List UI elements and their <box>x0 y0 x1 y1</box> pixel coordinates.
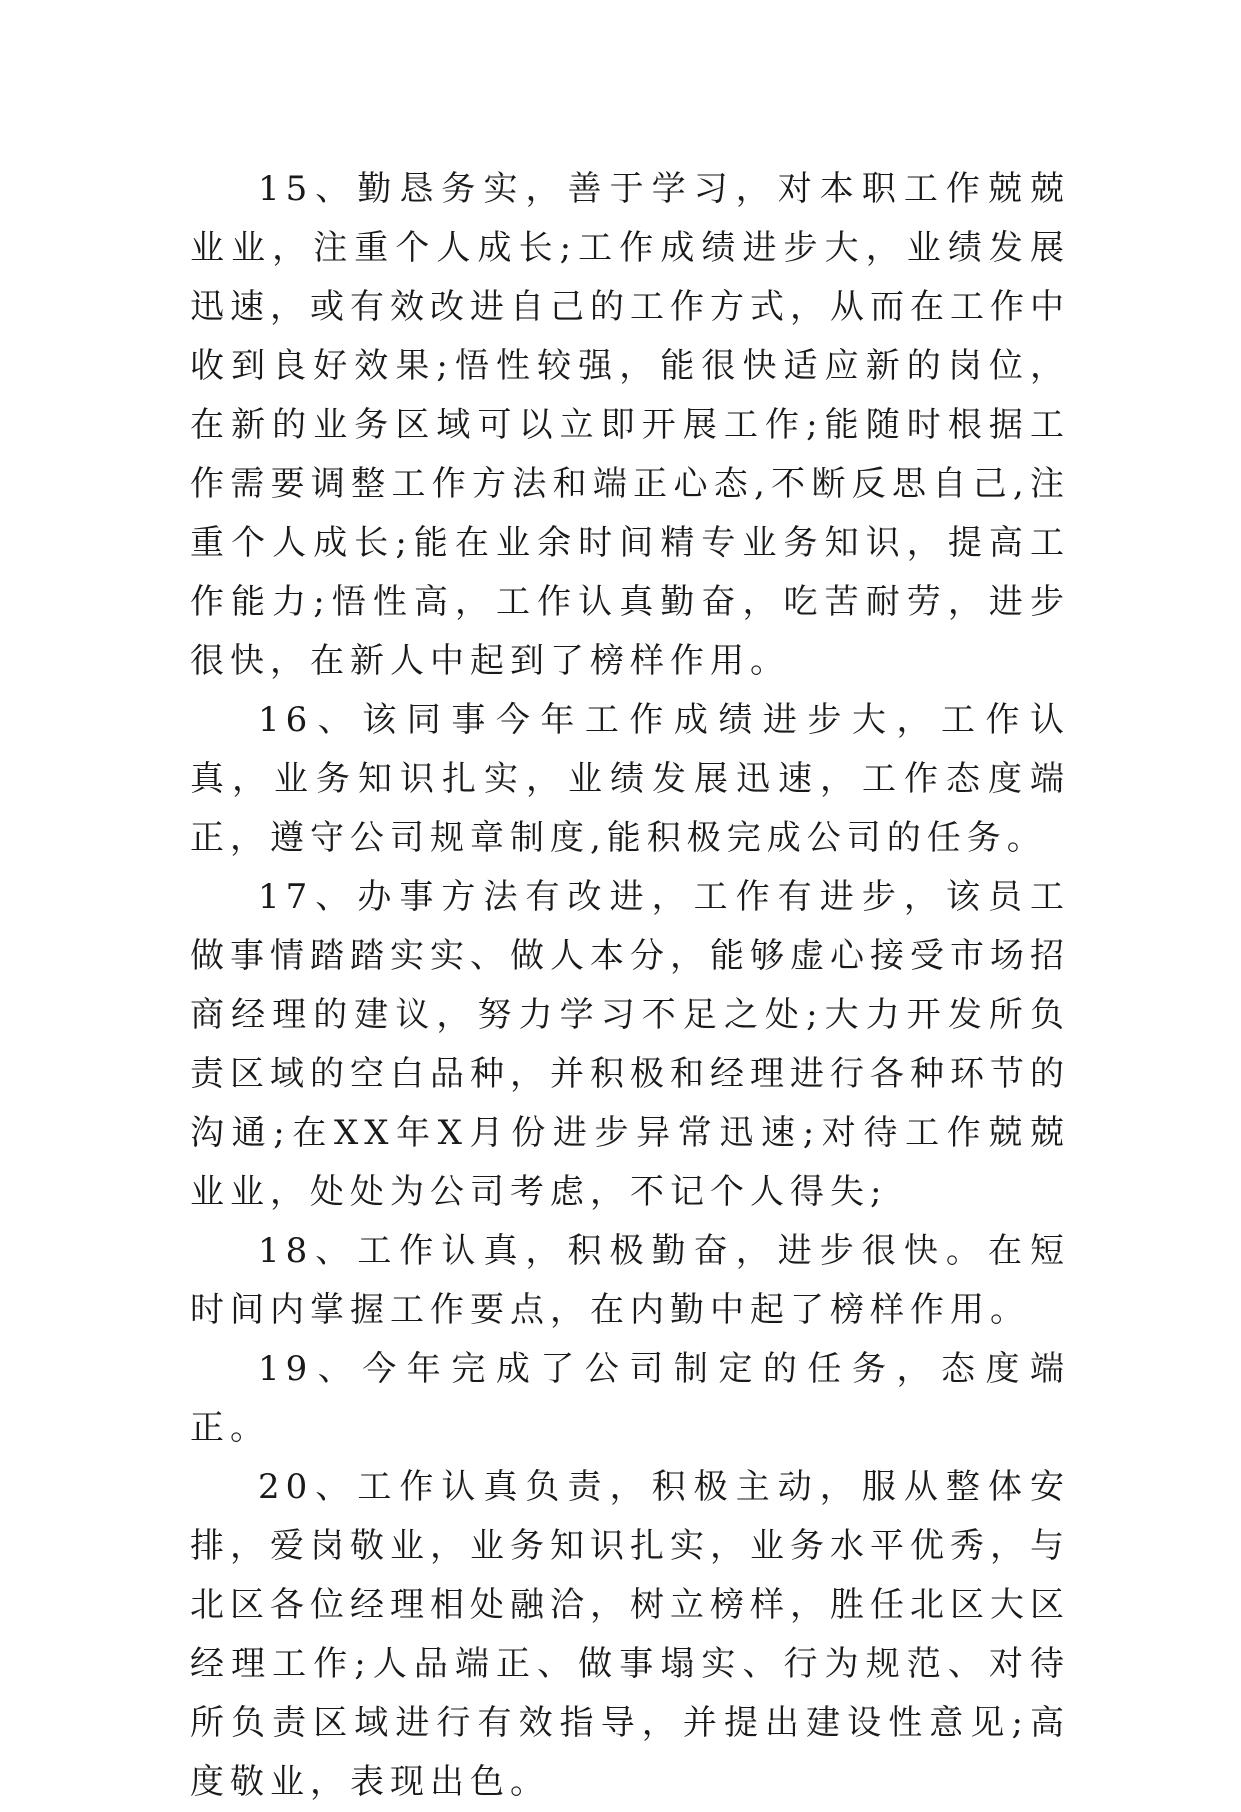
paragraph-20: 20、工作认真负责，积极主动，服从整体安排，爱岗敬业，业务知识扎实，业务水平优秀，与北区各位经理相处融洽，树立榜样，胜任北区大区经理工作;人品端正、做事塌实、行为规范、对待所负责区域进行有效指导，并提出建设性意见;高度敬业，表现出色。 <box>190 1467 1070 1802</box>
paragraph-18: 18、工作认真，积极勤奋，进步很快。在短时间内掌握工作要点，在内勤中起了榜样作用。 <box>190 1231 1070 1330</box>
paragraph-15: 15、勤恳务实，善于学习，对本职工作兢兢业业，注重个人成长;工作成绩进步大，业绩发展迅速，或有效改进自己的工作方式，从而在工作中收到良好效果;悟性较强，能很快适应新的岗位，在新的业务区域可以立即开展工作;能随时根据工作需要调整工作方法和端正心态,不断反思自己,注重个人成长;能在业余时间精专业务知识，提高工作能力;悟性高，工作认真勤奋，吃苦耐劳，进步很快，在新人中起到了榜样作用。 <box>190 169 1070 681</box>
paragraph-16: 16、该同事今年工作成绩进步大，工作认真，业务知识扎实，业绩发展迅速，工作态度端正，遵守公司规章制度,能积极完成公司的任务。 <box>190 700 1070 858</box>
document-body <box>190 160 1070 1812</box>
paragraph-19: 19、今年完成了公司制定的任务，态度端正。 <box>190 1349 1070 1448</box>
paragraph-17: 17、办事方法有改进，工作有进步，该员工做事情踏踏实实、做人本分，能够虚心接受市场招商经理的建议，努力学习不足之处;大力开发所负责区域的空白品种，并积极和经理进行各种环节的沟通;在XX年X月份进步异常迅速;对待工作兢兢业业，处处为公司考虑，不记个人得失; <box>190 877 1070 1212</box>
